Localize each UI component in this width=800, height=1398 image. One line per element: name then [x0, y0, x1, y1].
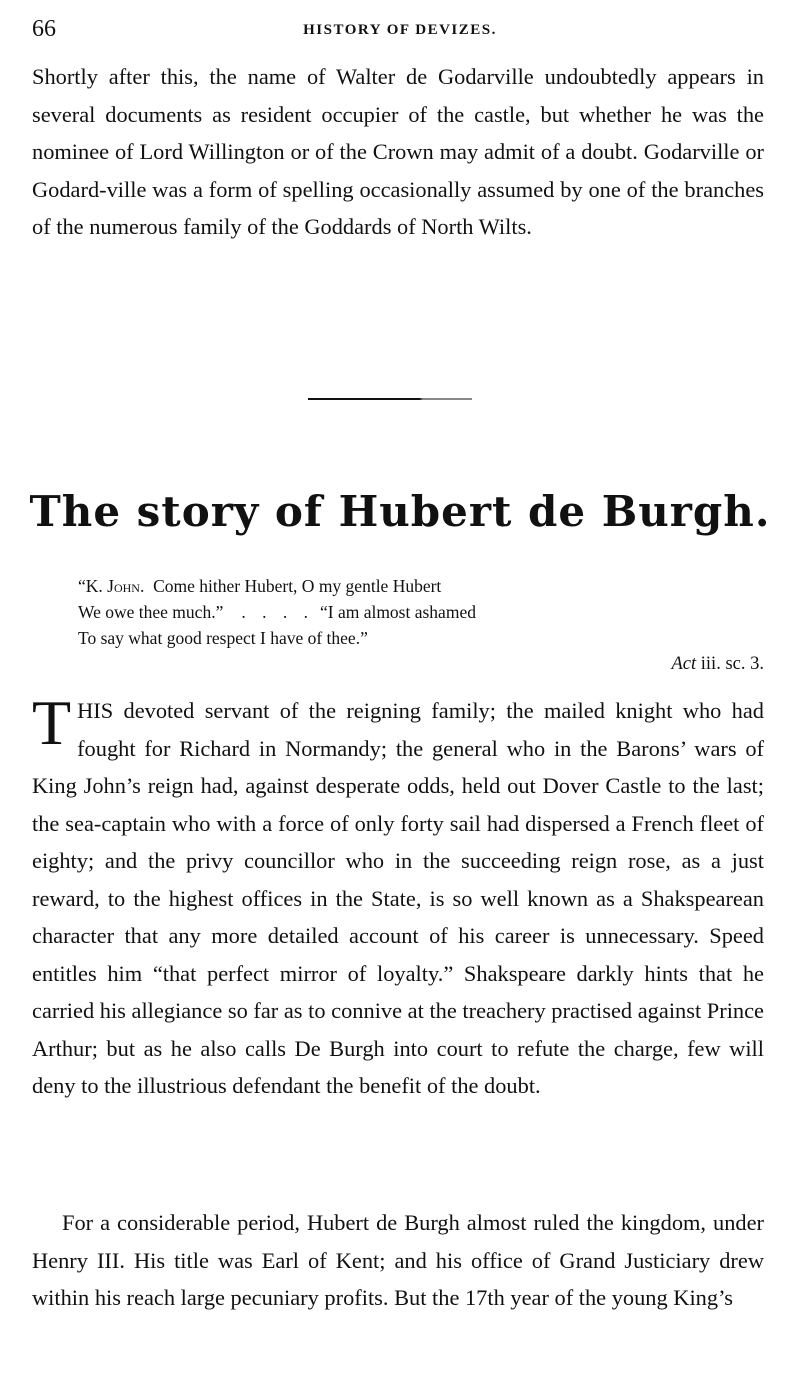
drop-cap: T [32, 687, 72, 758]
epigraph [78, 573, 678, 651]
epigraph-line-3: To say what good respect I have of thee.” [78, 628, 368, 648]
epigraph-speaker: “K. John. [78, 576, 145, 596]
epigraph-line-1 [78, 573, 678, 599]
section-title: The story of Hubert de Burgh. [29, 487, 771, 536]
page-number: 66 [32, 16, 56, 42]
paragraph-hubert-rule: For a considerable period, Hubert de Burgh almost ruled the kingdom, under Henry III. His title was Earl of Kent; and his office of Grand Justiciary drew within his reach large pecuniary profits. But the 17th year of the young King’s [32, 1210, 764, 1310]
paragraph-godarville: Shortly after this, the name of Walter de Godarville undoubtedly appears in several documents as resident occupier of the castle, but whether he was the nominee of Lord Willington or of the Crown may admit of a doubt. Godarville or Godard-ville was a form of spelling occasionally assumed by one of the branches of the numerous family of the Goddards of North Wilts. [32, 64, 764, 239]
page-header [32, 14, 768, 44]
section-divider [308, 398, 472, 400]
citation-scene: iii. sc. 3. [700, 654, 764, 674]
citation-act: Act [671, 654, 697, 674]
epigraph-ellipsis: . . . . [241, 602, 314, 622]
paragraph-hubert-intro [32, 687, 764, 1105]
running-head: HISTORY OF DEVIZES. [303, 22, 497, 38]
paragraph-hubert-intro-text: HIS devoted servant of the reigning family; the mailed knight who had fought for Richard in Normandy; the general who in the Barons’ wars of King John’s reign had, against desperate odds, held out Dover Castle to the last; the sea-captain who with a force of only forty sail had dispersed a French fleet of eighty; and the privy councillor who in the succeeding reign rose, as a just reward, to the highest offices in the State, is so well known as a Shakspearean character that any more detailed account of his career is unnecessary. Speed entitles him “that perfect mirror of loyalty.” Shakspeare darkly hints that he carried his allegiance so far as to connive at the treachery practised against Prince Arthur; but as he also calls De Burgh into court to refute the charge, few will deny to the illustrious defendant the benefit of the doubt. [32, 698, 764, 1098]
epigraph-line-2 [78, 599, 678, 625]
epigraph-line-1-text: Come hither Hubert, O my gentle Hubert [153, 576, 442, 596]
epigraph-line-2-end: “I am almost ashamed [319, 602, 476, 622]
epigraph-line-2-start: We owe thee much.” [78, 602, 224, 622]
epigraph-citation [672, 649, 765, 679]
